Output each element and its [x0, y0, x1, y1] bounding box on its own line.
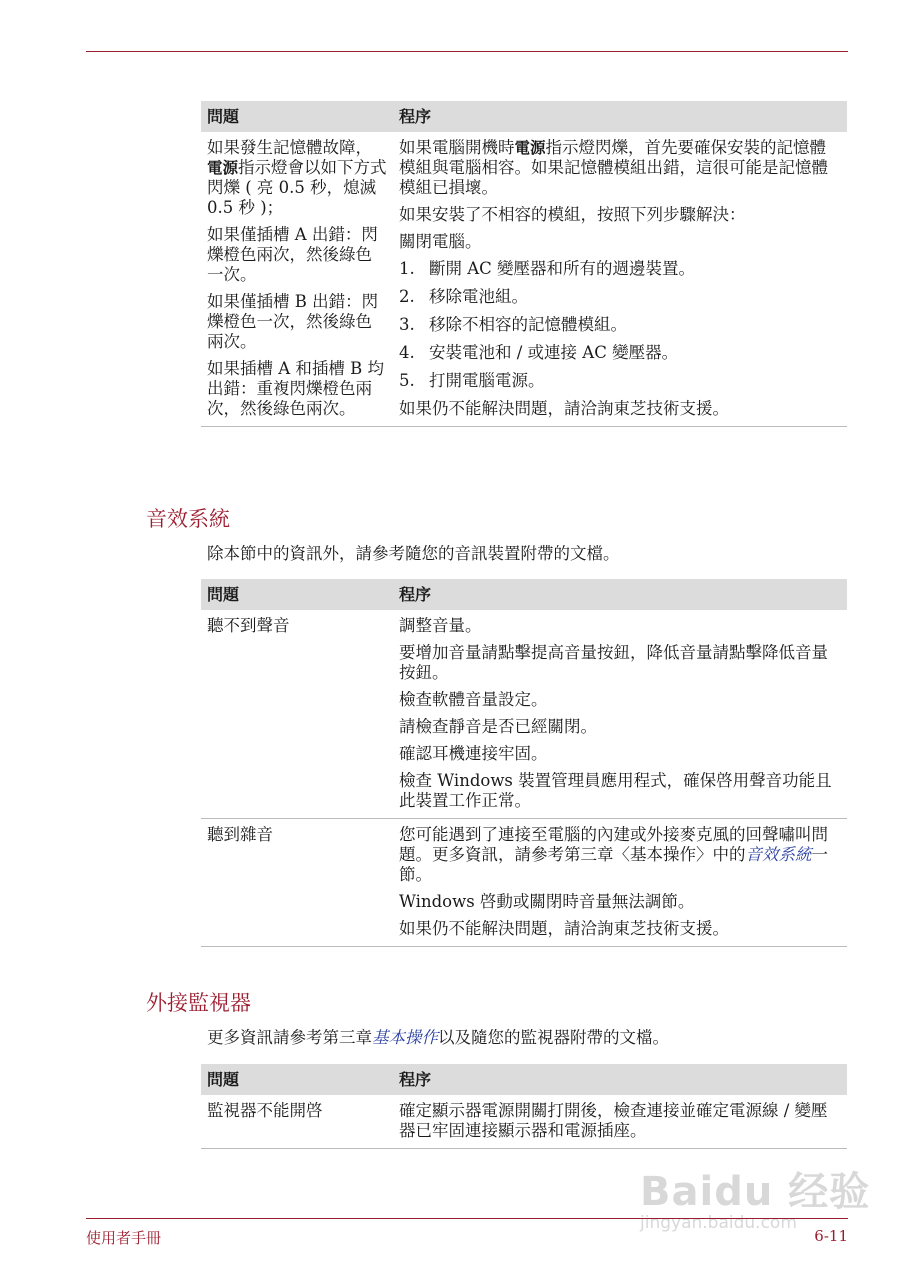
column-header-procedure: 程序 — [393, 101, 847, 132]
step-item: 2. 移除電池組。 — [399, 287, 528, 306]
header-rule — [86, 51, 848, 52]
monitor-intro: 更多資訊請參考第三章基本操作以及隨您的監視器附帶的文檔。 — [207, 1028, 669, 1047]
footer-page-number: 6-11 — [814, 1227, 848, 1245]
basic-operation-link[interactable]: 基本操作 — [372, 1028, 438, 1047]
column-header-problem: 問題 — [201, 1064, 393, 1095]
procedure-text: 如果安裝了不相容的模組，按照下列步驟解決： — [399, 205, 746, 224]
audio-troubleshoot-table — [201, 579, 847, 947]
procedure-text: 確認耳機連接牢固。 — [399, 744, 548, 763]
column-header-procedure: 程序 — [393, 579, 847, 610]
step-list — [399, 259, 841, 391]
column-header-problem: 問題 — [201, 101, 393, 132]
procedure-cell: 確定顯示器電源開關打開後，檢查連接並確定電源線 / 變壓器已牢固連接顯示器和電源插座。 — [393, 1095, 847, 1149]
section-heading-audio: 音效系統 — [146, 507, 230, 531]
problem-text: 如果插槽 A 和插槽 B 均出錯：重複閃爍橙色兩次，然後綠色兩次。 — [207, 359, 385, 418]
procedure-text: 關閉電腦。 — [399, 232, 482, 251]
procedure-cell — [393, 819, 847, 947]
step-item: 3. 移除不相容的記憶體模組。 — [399, 315, 627, 334]
problem-cell — [201, 132, 393, 427]
procedure-text: 請檢查靜音是否已經關閉。 — [399, 717, 597, 736]
procedure-cell — [393, 610, 847, 819]
step-item: 4. 安裝電池和 / 或連接 AC 變壓器。 — [399, 343, 679, 362]
step-item: 1. 斷開 AC 變壓器和所有的週邊裝置。 — [399, 259, 696, 278]
procedure-text: 如果電腦開機時電源指示燈閃爍，首先要確保安裝的記憶體模組與電腦相容。如果記憶體模組出錯，這很可能是記憶體模組已損壞。 — [399, 138, 828, 197]
procedure-text: 檢查軟體音量設定。 — [399, 690, 548, 709]
procedure-text: 調整音量。 — [399, 616, 482, 635]
procedure-text: 如果仍不能解決問題，請洽詢東芝技術支援。 — [399, 919, 729, 938]
problem-cell: 聽到雜音 — [201, 819, 393, 947]
procedure-cell — [393, 132, 847, 427]
watermark-logo: Baidu 经验 — [640, 1169, 871, 1215]
step-item: 5. 打開電腦電源。 — [399, 371, 545, 390]
column-header-problem: 問題 — [201, 579, 393, 610]
problem-text: 如果僅插槽 A 出錯：閃爍橙色兩次，然後綠色一次。 — [207, 225, 378, 284]
problem-text: 如果僅插槽 B 出錯：閃爍橙色一次，然後綠色兩次。 — [207, 292, 379, 351]
section-heading-monitor: 外接監視器 — [146, 991, 251, 1015]
memory-troubleshoot-table — [201, 101, 847, 427]
procedure-text: 如果仍不能解決問題，請洽詢東芝技術支援。 — [399, 399, 729, 418]
monitor-troubleshoot-table — [201, 1064, 847, 1149]
problem-cell: 監視器不能開啓 — [201, 1095, 393, 1149]
procedure-text: 要增加音量請點擊提高音量按鈕，降低音量請點擊降低音量按鈕。 — [399, 643, 828, 682]
watermark — [640, 1160, 870, 1233]
watermark-url: jingyan.baidu.com — [640, 1213, 797, 1233]
footer-rule — [86, 1218, 848, 1219]
footer-manual-title: 使用者手冊 — [86, 1229, 162, 1247]
procedure-text: 您可能遇到了連接至電腦的內建或外接麥克風的回聲嘯叫問題。更多資訊，請參考第三章〈基本操作〉中的音效系統一節。 — [399, 825, 828, 884]
problem-cell: 聽不到聲音 — [207, 616, 290, 635]
problem-text: 如果發生記憶體故障，電源指示燈會以如下方式閃爍 ( 亮 0.5 秒，熄滅 0.5 秒 )； — [207, 138, 387, 217]
procedure-text: Windows 啓動或關閉時音量無法調節。 — [399, 892, 695, 911]
audio-intro: 除本節中的資訊外，請參考隨您的音訊裝置附帶的文檔。 — [207, 544, 620, 563]
column-header-procedure: 程序 — [393, 1064, 847, 1095]
procedure-text: 檢查 Windows 裝置管理員應用程式，確保啓用聲音功能且此裝置工作正常。 — [399, 771, 832, 810]
audio-system-link[interactable]: 音效系統 — [745, 845, 812, 864]
